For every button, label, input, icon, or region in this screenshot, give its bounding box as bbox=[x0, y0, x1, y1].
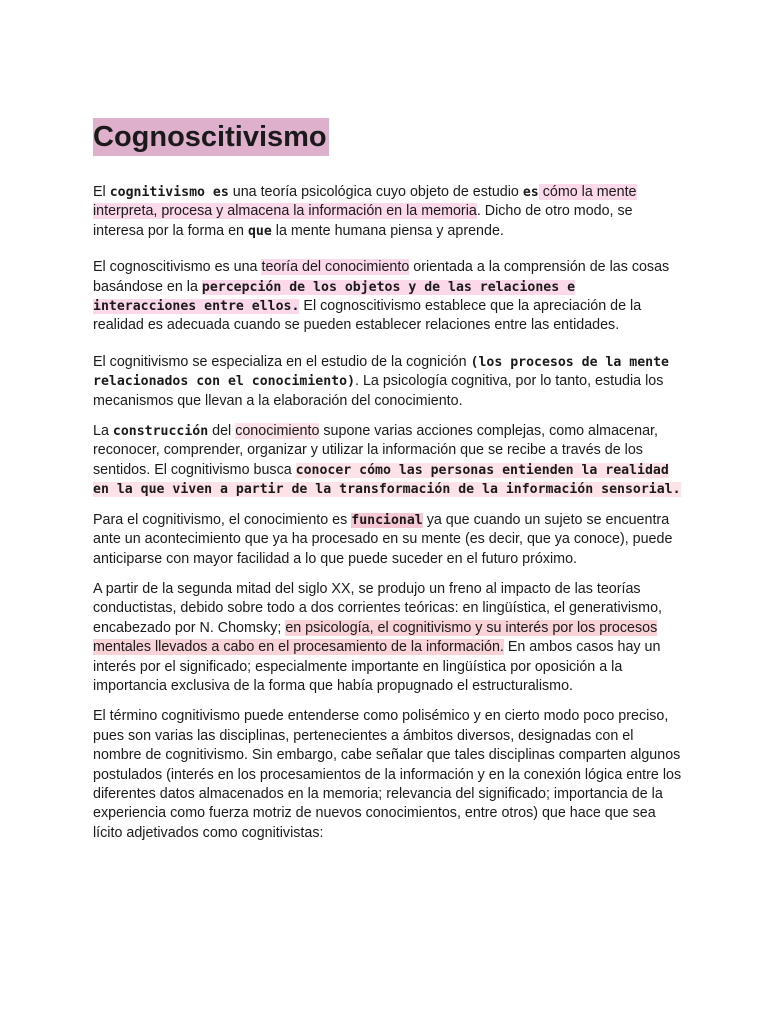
paragraph-2 bbox=[93, 258, 683, 336]
p3-bold-1: (los procesos de la mente relacionados con el conocimiento) bbox=[93, 354, 669, 390]
p4-bold-1: construcción bbox=[112, 424, 209, 440]
p2-bold-1: percepción de los objetos y de las relaciones e interacciones entre ellos. bbox=[93, 279, 576, 315]
p6-text-1: A partir de la segunda mitad del siglo XX, se produjo un freno al impacto de las teorías conductistas, debido sobre todo a dos corrientes teóricas: en lingüística, el generativismo, encabezado por N. Chomsky; bbox=[93, 580, 663, 636]
paragraph-6 bbox=[93, 580, 683, 696]
p1-text-1: El bbox=[93, 184, 110, 200]
p5-bold-1: funcional bbox=[351, 512, 423, 528]
p5-text-1: Para el cognitivismo, el conocimiento es bbox=[93, 511, 352, 528]
p6-text-2: En ambos casos hay un interés por el significado; especialmente importante en lingüística por oposición a la importancia exclusiva de la forma que había propugnado el estructuralismo. bbox=[93, 639, 661, 694]
p4-text-1: La bbox=[93, 423, 113, 440]
p1-bold-3: que bbox=[247, 223, 272, 239]
p3-text-2: . La psicología cognitiva, por lo tanto, estudia los mecanismos que llevan a la elaboración del conocimiento. bbox=[93, 373, 664, 409]
p4-bold-2: conocer cómo las personas entienden la realidad en la que viven a partir de la transformación de la información sensorial. bbox=[93, 462, 681, 498]
p2-text-1: El cognoscitivismo es una bbox=[93, 259, 262, 276]
p4-text-2: del bbox=[208, 423, 236, 440]
p1-text-4: la mente humana piensa y aprende. bbox=[271, 222, 504, 239]
p4-highlight-1: conocimiento bbox=[235, 423, 320, 440]
p4-text-3: supone varias acciones complejas, como almacenar, reconocer, comprender, organizar y utilizar la información que se recibe a través de los sentidos. El cognitivismo busca bbox=[93, 423, 658, 478]
p5-text-2: ya que cuando un sujeto se encuentra ante un acontecimiento que ya ha procesado en su mente (es decir, que ya conoce), puede anticiparse con mayor facilidad a lo que puede suceder en el futuro próximo. bbox=[93, 511, 673, 567]
paragraph-7 bbox=[93, 707, 683, 843]
p7-text-1: El término cognitivismo puede entenderse como polisémico y en cierto modo poco preciso, pues son varias las disciplinas, pertenecientes a ámbitos diversos, designadas con el nombre de cognitivismo. Sin embargo, cabe señalar que tales disciplinas comparten algunos postulados (interés en los procesamientos de la información y en la conexión lógica entre los diferentes datos almacenados en la memoria; relevancia del significado; importancia de la experiencia como fuerza motriz de nuevos conocimientos, entre otros) que hace que sea lícito adjetivados como cognitivistas: bbox=[93, 708, 682, 841]
p2-highlight-1: teoría del conocimiento bbox=[261, 259, 410, 276]
paragraph-5 bbox=[93, 511, 683, 569]
paragraph-3 bbox=[93, 353, 683, 411]
p6-highlight-1: en psicología, el cognitivismo y su interés por los procesos mentales llevados a cabo en el procesamiento de la información. bbox=[93, 619, 658, 656]
p1-highlight-1: cómo la mente interpreta, procesa y almacena la información en la memoria bbox=[93, 184, 637, 220]
p1-text-2: una teoría psicológica cuyo objeto de estudio bbox=[228, 184, 523, 200]
p3-text-1: El cognitivismo se especializa en el estudio de la cognición bbox=[93, 353, 471, 370]
p1-bold-1: cognitivismo es bbox=[109, 185, 229, 200]
document-page bbox=[93, 118, 683, 843]
p2-text-3: El cognoscitivismo establece que la apreciación de la realidad es adecuada cuando se pueden establecer relaciones entre las entidades. bbox=[93, 298, 642, 334]
p2-text-2: orientada a la comprensión de las cosas basándose en la bbox=[93, 259, 670, 295]
paragraph-1 bbox=[93, 183, 683, 241]
paragraph-4 bbox=[93, 422, 683, 500]
document-title: Cognoscitivismo bbox=[93, 118, 329, 156]
p1-bold-2: es bbox=[522, 185, 539, 200]
p1-text-3: . Dicho de otro modo, se interesa por la forma en bbox=[93, 203, 633, 239]
